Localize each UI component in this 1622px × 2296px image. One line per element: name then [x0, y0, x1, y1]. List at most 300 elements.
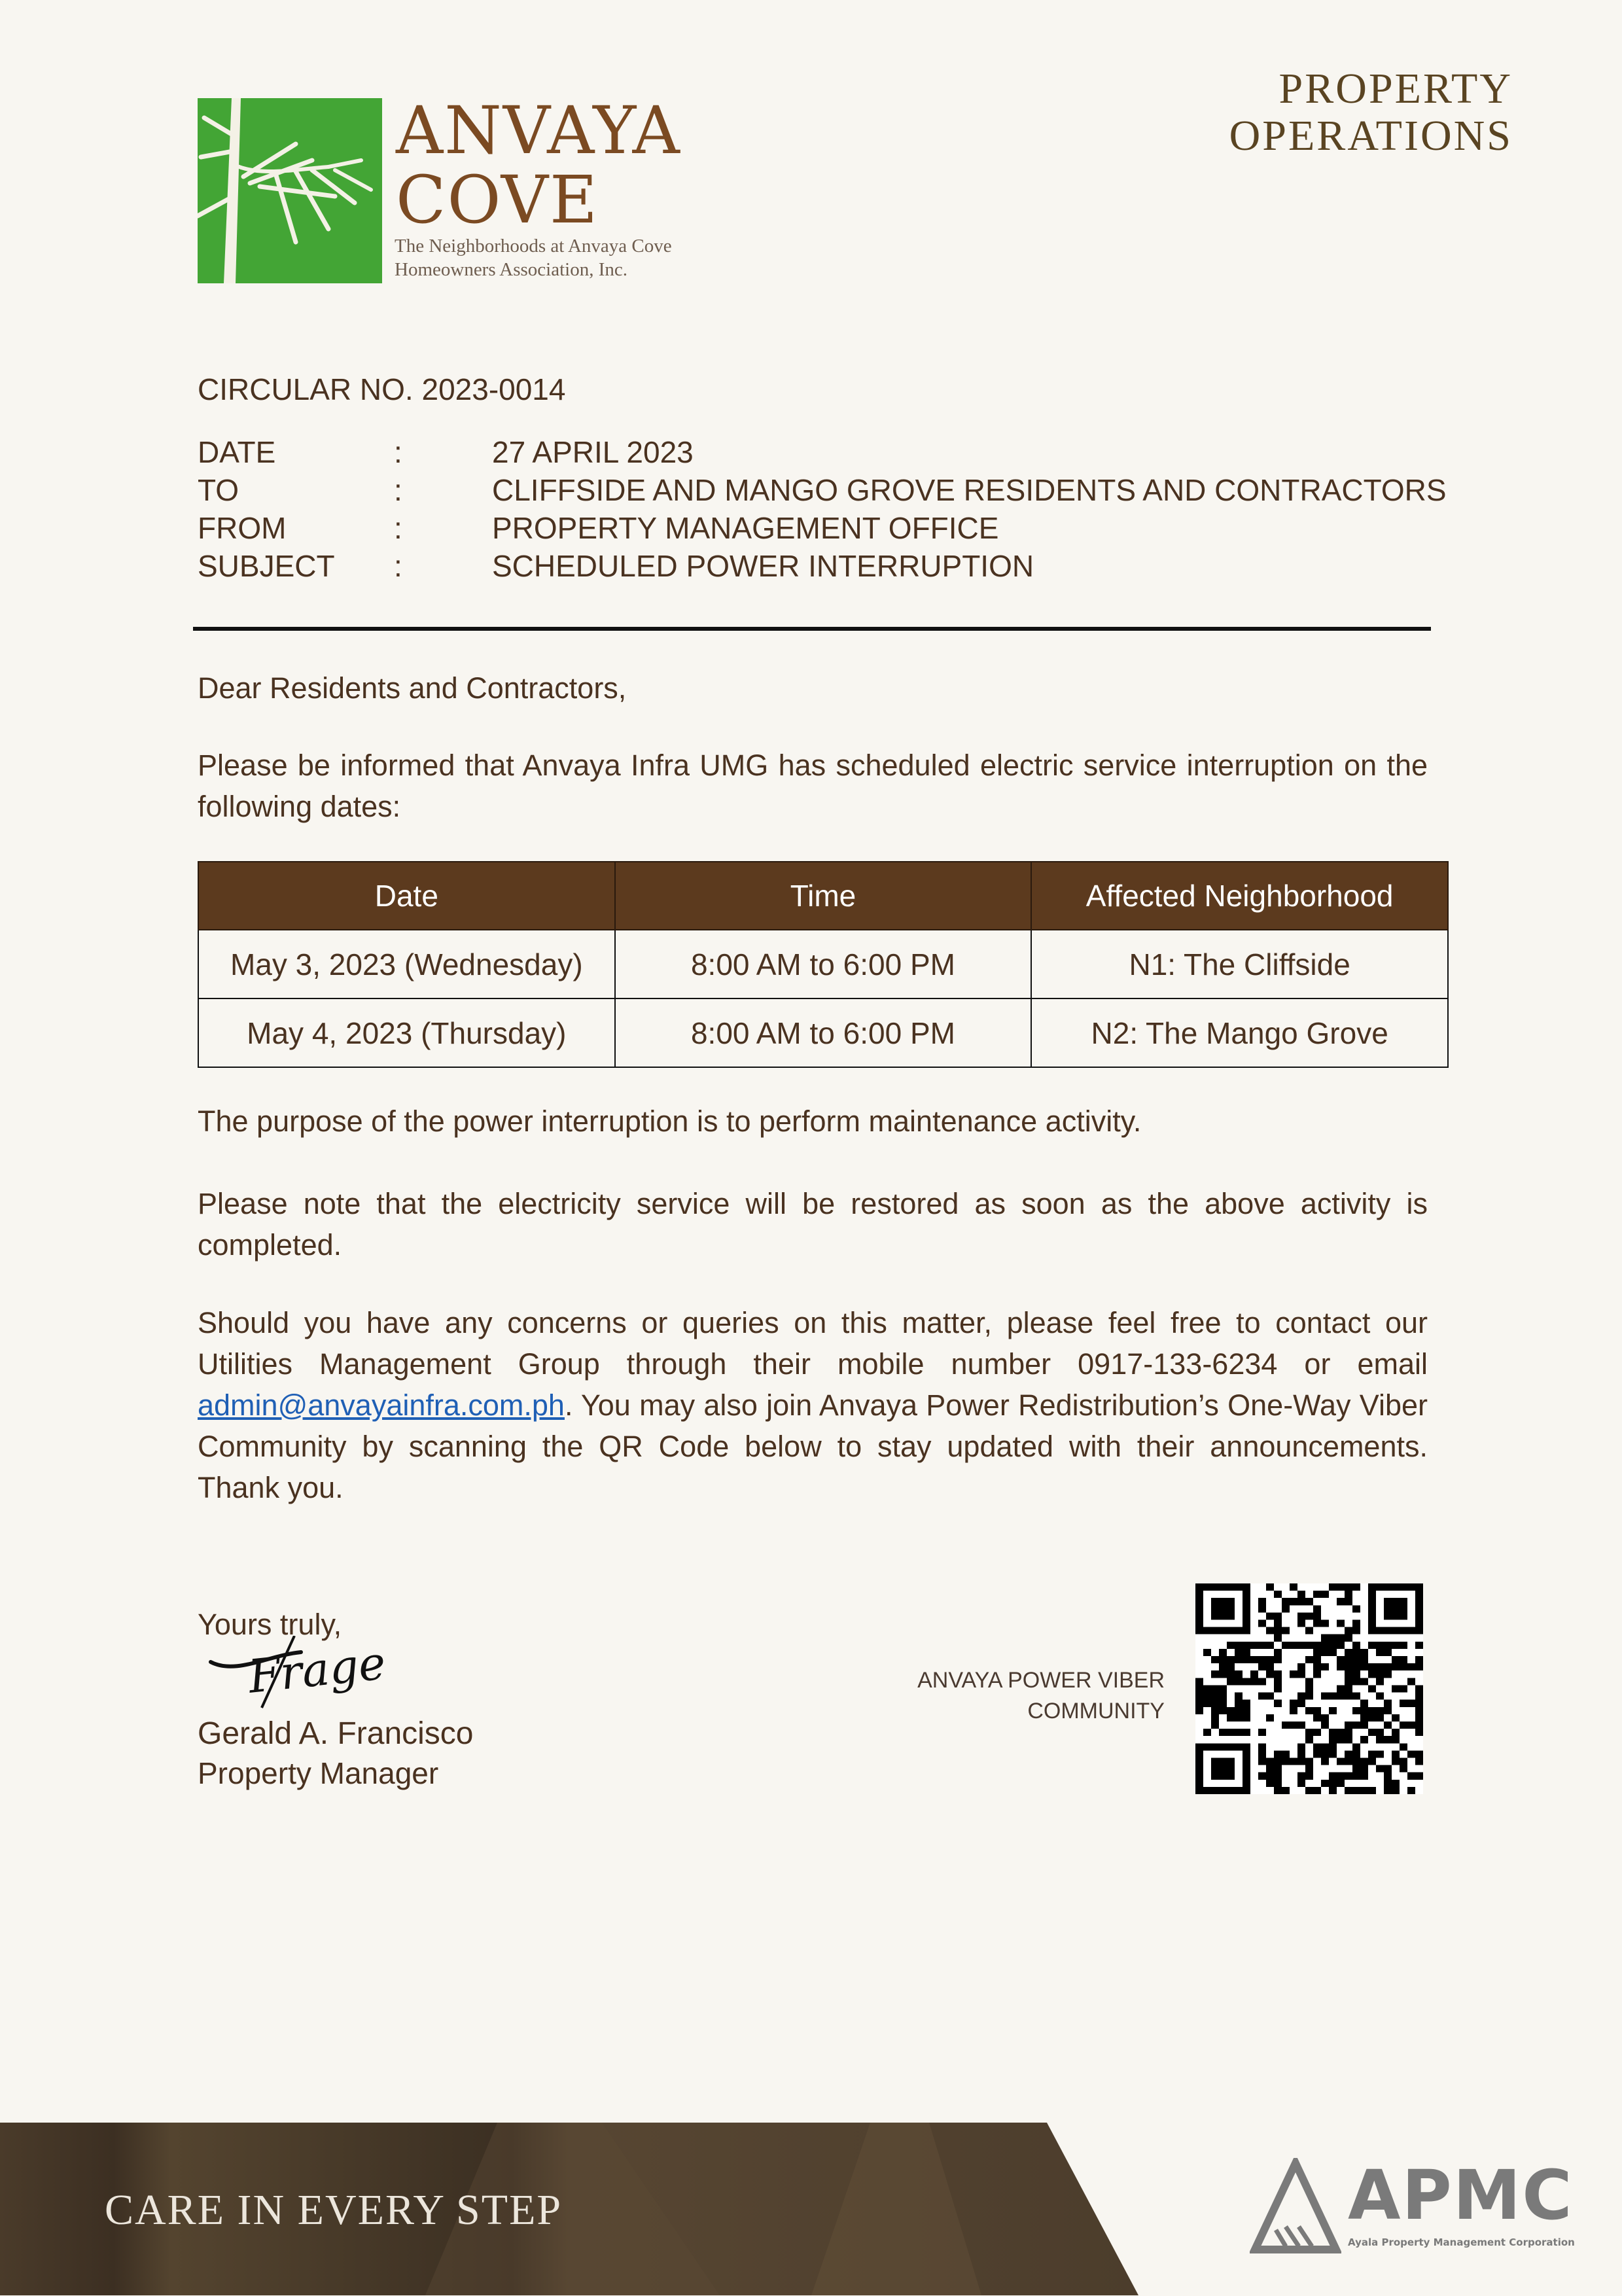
qr-module [1360, 1722, 1368, 1729]
qr-module [1266, 1714, 1274, 1722]
qr-module [1400, 1656, 1407, 1663]
qr-module [1360, 1787, 1368, 1794]
qr-module [1407, 1700, 1415, 1707]
qr-module [1211, 1656, 1219, 1663]
qr-module [1211, 1757, 1219, 1765]
qr-module [1321, 1743, 1329, 1750]
qr-module [1243, 1707, 1250, 1714]
qr-module [1305, 1678, 1313, 1685]
qr-module [1352, 1750, 1360, 1757]
qr-module [1368, 1598, 1376, 1605]
qr-module [1384, 1627, 1392, 1634]
memo-field-subject [198, 547, 1447, 585]
memo-colon: : [394, 473, 402, 507]
qr-module [1297, 1750, 1305, 1757]
qr-module [1274, 1685, 1282, 1692]
qr-module [1227, 1583, 1235, 1591]
qr-module [1258, 1605, 1266, 1612]
qr-module [1415, 1627, 1423, 1634]
intro-paragraph: Please be informed that Anvaya Infra UMG has scheduled electric service interruption on the following dates: [198, 749, 1428, 823]
qr-module [1415, 1642, 1423, 1649]
qr-module [1352, 1620, 1360, 1627]
qr-module [1368, 1612, 1376, 1619]
qr-module [1376, 1649, 1384, 1656]
qr-module [1243, 1620, 1250, 1627]
qr-module [1400, 1642, 1407, 1649]
closing: Yours truly, [198, 1608, 342, 1641]
qr-module [1400, 1700, 1407, 1707]
qr-module [1235, 1714, 1243, 1722]
qr-module [1290, 1598, 1297, 1605]
qr-module [1400, 1722, 1407, 1729]
signer-name: Gerald A. Francisco [198, 1716, 474, 1751]
qr-module [1384, 1583, 1392, 1591]
qr-module [1313, 1591, 1321, 1598]
qr-module [1282, 1627, 1290, 1634]
memo-field-date [198, 433, 1447, 471]
qr-module [1243, 1678, 1250, 1685]
qr-module [1243, 1598, 1250, 1605]
qr-module [1329, 1736, 1337, 1743]
qr-module [1297, 1591, 1305, 1598]
qr-module [1274, 1765, 1282, 1773]
qr-module [1415, 1707, 1423, 1714]
qr-module [1266, 1757, 1274, 1765]
department-line1: PROPERTY [1278, 65, 1513, 113]
department-line2: OPERATIONS [1229, 112, 1513, 160]
qr-module [1211, 1714, 1219, 1722]
qr-module [1400, 1605, 1407, 1612]
qr-module [1297, 1670, 1305, 1678]
qr-module [1321, 1663, 1329, 1670]
qr-module [1368, 1707, 1376, 1714]
qr-module [1235, 1700, 1243, 1707]
qr-module [1415, 1722, 1423, 1729]
qr-module [1321, 1620, 1329, 1627]
qr-module [1243, 1612, 1250, 1619]
qr-module [1305, 1627, 1313, 1634]
qr-module [1345, 1736, 1352, 1743]
qr-module [1368, 1627, 1376, 1634]
qr-module [1258, 1656, 1266, 1663]
qr-module [1392, 1627, 1400, 1634]
qr-module [1211, 1670, 1219, 1678]
qr-module [1360, 1700, 1368, 1707]
qr-module [1266, 1693, 1274, 1700]
qr-module [1211, 1722, 1219, 1729]
qr-module [1345, 1750, 1352, 1757]
qr-module [1345, 1693, 1352, 1700]
cell-neighborhood: N1: The Cliffside [1031, 930, 1448, 998]
qr-module [1384, 1707, 1392, 1714]
qr-module [1290, 1700, 1297, 1707]
qr-module [1415, 1598, 1423, 1605]
qr-module [1415, 1729, 1423, 1736]
qr-module [1352, 1678, 1360, 1685]
qr-module [1211, 1598, 1219, 1605]
qr-module [1313, 1620, 1321, 1627]
qr-module [1329, 1693, 1337, 1700]
qr-module [1321, 1780, 1329, 1787]
qr-module [1203, 1685, 1211, 1692]
qr-module [1407, 1663, 1415, 1670]
qr-module [1345, 1634, 1352, 1642]
qr-module [1360, 1714, 1368, 1722]
qr-module [1407, 1722, 1415, 1729]
qr-module [1376, 1707, 1384, 1714]
qr-module [1337, 1598, 1345, 1605]
column-header-time: Time [615, 862, 1032, 930]
qr-module [1384, 1773, 1392, 1780]
qr-module [1282, 1757, 1290, 1765]
qr-module [1345, 1757, 1352, 1765]
qr-module [1219, 1743, 1227, 1750]
qr-module [1415, 1714, 1423, 1722]
qr-module [1195, 1627, 1203, 1634]
qr-module [1282, 1605, 1290, 1612]
qr-module [1407, 1787, 1415, 1794]
qr-module [1305, 1787, 1313, 1794]
qr-module [1392, 1612, 1400, 1619]
qr-module [1211, 1700, 1219, 1707]
qr-module [1250, 1642, 1258, 1649]
cell-date: May 4, 2023 (Thursday) [198, 998, 615, 1067]
qr-module [1368, 1750, 1376, 1757]
qr-module [1243, 1627, 1250, 1634]
qr-module [1313, 1743, 1321, 1750]
qr-module [1345, 1649, 1352, 1656]
qr-module [1345, 1627, 1352, 1634]
qr-module [1305, 1765, 1313, 1773]
qr-module [1227, 1663, 1235, 1670]
qr-module [1376, 1642, 1384, 1649]
qr-module [1352, 1642, 1360, 1649]
qr-module [1329, 1642, 1337, 1649]
qr-module [1384, 1765, 1392, 1773]
qr-module [1250, 1670, 1258, 1678]
qr-module [1274, 1670, 1282, 1678]
qr-module [1195, 1612, 1203, 1619]
qr-module [1345, 1787, 1352, 1794]
qr-module [1400, 1598, 1407, 1605]
qr-module [1243, 1714, 1250, 1722]
qr-module [1211, 1612, 1219, 1619]
qr-module [1384, 1598, 1392, 1605]
viber-label-line1: ANVAYA POWER VIBER [917, 1668, 1165, 1693]
qr-module [1313, 1605, 1321, 1612]
qr-module [1376, 1765, 1384, 1773]
qr-module [1337, 1736, 1345, 1743]
qr-module [1235, 1583, 1243, 1591]
qr-module [1211, 1765, 1219, 1773]
qr-module [1258, 1729, 1266, 1736]
qr-module [1219, 1693, 1227, 1700]
qr-module [1211, 1693, 1219, 1700]
qr-module [1243, 1605, 1250, 1612]
qr-module [1305, 1729, 1313, 1736]
qr-module [1329, 1773, 1337, 1780]
qr-module [1368, 1663, 1376, 1670]
qr-module [1305, 1736, 1313, 1743]
qr-module [1266, 1627, 1274, 1634]
qr-module [1274, 1757, 1282, 1765]
qr-module [1337, 1583, 1345, 1591]
qr-module [1376, 1729, 1384, 1736]
qr-module [1219, 1583, 1227, 1591]
email-link[interactable]: admin@anvayainfra.com.ph [198, 1388, 565, 1422]
qr-module [1400, 1612, 1407, 1619]
qr-module [1352, 1765, 1360, 1773]
purpose-paragraph: The purpose of the power interruption is to perform maintenance activity. [198, 1104, 1142, 1138]
qr-module [1297, 1743, 1305, 1750]
qr-module [1392, 1642, 1400, 1649]
qr-module [1313, 1670, 1321, 1678]
qr-module [1360, 1656, 1368, 1663]
qr-module [1415, 1693, 1423, 1700]
apmc-company-name: Ayala Property Management Corporation [1348, 2236, 1575, 2248]
qr-module [1203, 1693, 1211, 1700]
signer-title: Property Manager [198, 1756, 439, 1790]
cell-time: 8:00 AM to 6:00 PM [615, 930, 1032, 998]
qr-module [1313, 1707, 1321, 1714]
qr-module [1392, 1736, 1400, 1743]
qr-module [1360, 1773, 1368, 1780]
qr-module [1258, 1598, 1266, 1605]
qr-module [1415, 1656, 1423, 1663]
qr-module [1337, 1685, 1345, 1692]
qr-module [1258, 1773, 1266, 1780]
qr-module [1360, 1736, 1368, 1743]
qr-module [1195, 1583, 1203, 1591]
qr-module [1376, 1663, 1384, 1670]
qr-module [1415, 1700, 1423, 1707]
contact-text-before: Should you have any concerns or queries on this matter, please feel free to contact our Utilities Management Group through their mobile number 0917-133-6234 or email [198, 1306, 1428, 1381]
qr-module [1258, 1678, 1266, 1685]
qr-module [1211, 1605, 1219, 1612]
table-row [198, 998, 1448, 1067]
qr-module [1195, 1780, 1203, 1787]
footer-tagline: CARE IN EVERY STEP [105, 2186, 563, 2234]
qr-module [1195, 1693, 1203, 1700]
circular-number: CIRCULAR NO. 2023-0014 [198, 372, 566, 406]
qr-module [1227, 1670, 1235, 1678]
qr-module [1313, 1649, 1321, 1656]
qr-module [1368, 1670, 1376, 1678]
qr-module [1195, 1765, 1203, 1773]
qr-module [1392, 1656, 1400, 1663]
qr-module [1274, 1634, 1282, 1642]
qr-module [1195, 1750, 1203, 1757]
qr-module [1227, 1714, 1235, 1722]
qr-module [1258, 1757, 1266, 1765]
memo-value: SCHEDULED POWER INTERRUPTION [492, 549, 1034, 583]
qr-module [1219, 1598, 1227, 1605]
qr-module [1305, 1685, 1313, 1692]
schedule-table [198, 861, 1449, 1068]
qr-module [1274, 1750, 1282, 1757]
qr-module [1376, 1670, 1384, 1678]
qr-module [1360, 1757, 1368, 1765]
qr-module [1345, 1773, 1352, 1780]
qr-module [1282, 1750, 1290, 1757]
qr-module [1329, 1750, 1337, 1757]
qr-module [1243, 1700, 1250, 1707]
qr-module [1392, 1757, 1400, 1765]
qr-module [1384, 1787, 1392, 1794]
qr-module [1313, 1787, 1321, 1794]
qr-module [1329, 1583, 1337, 1591]
qr-module [1274, 1620, 1282, 1627]
memo-colon: : [394, 549, 402, 583]
qr-module [1282, 1598, 1290, 1605]
qr-module [1384, 1612, 1392, 1619]
qr-module [1368, 1642, 1376, 1649]
qr-code-icon[interactable] [1195, 1583, 1423, 1794]
handwritten-signature: Frage [245, 1636, 389, 1704]
qr-module [1368, 1757, 1376, 1765]
qr-module [1352, 1743, 1360, 1750]
qr-module [1415, 1583, 1423, 1591]
qr-module [1329, 1787, 1337, 1794]
anvaya-cove-logo-icon [198, 98, 382, 283]
qr-module [1219, 1729, 1227, 1736]
qr-module [1274, 1591, 1282, 1598]
qr-module [1384, 1642, 1392, 1649]
qr-module [1203, 1787, 1211, 1794]
qr-module [1352, 1773, 1360, 1780]
qr-module [1384, 1670, 1392, 1678]
qr-module [1345, 1598, 1352, 1605]
qr-module [1274, 1678, 1282, 1685]
qr-module [1235, 1678, 1243, 1685]
qr-module [1195, 1743, 1203, 1750]
qr-module [1219, 1663, 1227, 1670]
qr-module [1227, 1787, 1235, 1794]
qr-module [1203, 1700, 1211, 1707]
qr-module [1219, 1700, 1227, 1707]
qr-module [1392, 1605, 1400, 1612]
qr-module [1321, 1714, 1329, 1722]
qr-module [1352, 1649, 1360, 1656]
qr-module [1305, 1757, 1313, 1765]
qr-module [1376, 1627, 1384, 1634]
qr-module [1321, 1750, 1329, 1757]
memo-value: CLIFFSIDE AND MANGO GROVE RESIDENTS AND CONTRACTORS [492, 473, 1447, 507]
memo-label: FROM [198, 511, 287, 545]
qr-module [1227, 1642, 1235, 1649]
qr-module [1329, 1649, 1337, 1656]
brand-name-line2: COVE [396, 162, 599, 238]
brand-subtitle-line2: Homeowners Association, Inc. [395, 259, 627, 280]
qr-module [1227, 1743, 1235, 1750]
qr-module [1243, 1729, 1250, 1736]
qr-module [1243, 1773, 1250, 1780]
qr-module [1227, 1612, 1235, 1619]
qr-module [1219, 1685, 1227, 1692]
qr-module [1313, 1663, 1321, 1670]
qr-module [1219, 1605, 1227, 1612]
qr-module [1203, 1743, 1211, 1750]
qr-module [1297, 1620, 1305, 1627]
qr-module [1235, 1693, 1243, 1700]
qr-module [1258, 1693, 1266, 1700]
qr-module [1345, 1656, 1352, 1663]
table-header-row [198, 862, 1448, 930]
qr-module [1258, 1620, 1266, 1627]
qr-module [1250, 1656, 1258, 1663]
memo-field-to [198, 471, 1447, 509]
qr-module [1352, 1707, 1360, 1714]
contact-paragraph [198, 1302, 1428, 1508]
qr-module [1227, 1627, 1235, 1634]
qr-module [1352, 1663, 1360, 1670]
qr-module [1392, 1729, 1400, 1736]
qr-module [1274, 1787, 1282, 1794]
qr-module [1203, 1583, 1211, 1591]
qr-module [1297, 1780, 1305, 1787]
qr-module [1384, 1736, 1392, 1743]
qr-module [1337, 1663, 1345, 1670]
qr-module [1321, 1591, 1329, 1598]
brand-subtitle-line1: The Neighborhoods at Anvaya Cove [395, 236, 672, 256]
qr-module [1250, 1678, 1258, 1685]
qr-module [1360, 1765, 1368, 1773]
qr-module [1407, 1750, 1415, 1757]
qr-module [1329, 1729, 1337, 1736]
qr-module [1305, 1656, 1313, 1663]
qr-module [1227, 1765, 1235, 1773]
qr-module [1219, 1670, 1227, 1678]
qr-module [1345, 1722, 1352, 1729]
qr-module [1352, 1605, 1360, 1612]
qr-module [1407, 1678, 1415, 1685]
qr-module [1400, 1663, 1407, 1670]
qr-module [1305, 1773, 1313, 1780]
qr-module [1227, 1757, 1235, 1765]
qr-module [1297, 1642, 1305, 1649]
qr-module [1211, 1773, 1219, 1780]
qr-module [1243, 1591, 1250, 1598]
qr-module [1352, 1656, 1360, 1663]
qr-module [1219, 1656, 1227, 1663]
qr-module [1235, 1642, 1243, 1649]
qr-module [1243, 1642, 1250, 1649]
viber-qr-label [851, 1665, 1165, 1727]
cell-date: May 3, 2023 (Wednesday) [198, 930, 615, 998]
qr-module [1243, 1780, 1250, 1787]
qr-module [1266, 1642, 1274, 1649]
qr-module [1266, 1583, 1274, 1591]
qr-module [1329, 1780, 1337, 1787]
qr-module [1258, 1663, 1266, 1670]
qr-module [1337, 1656, 1345, 1663]
cell-neighborhood: N2: The Mango Grove [1031, 998, 1448, 1067]
memo-header [198, 433, 1447, 585]
qr-module [1274, 1656, 1282, 1663]
qr-module [1219, 1757, 1227, 1765]
qr-module [1195, 1685, 1203, 1692]
department-heading [1229, 65, 1513, 160]
qr-module [1313, 1729, 1321, 1736]
qr-module [1274, 1780, 1282, 1787]
qr-module [1297, 1773, 1305, 1780]
qr-module [1235, 1670, 1243, 1678]
qr-module [1297, 1757, 1305, 1765]
greeting: Dear Residents and Contractors, [198, 671, 627, 705]
qr-module [1243, 1649, 1250, 1656]
qr-module [1219, 1649, 1227, 1656]
qr-module [1415, 1591, 1423, 1598]
